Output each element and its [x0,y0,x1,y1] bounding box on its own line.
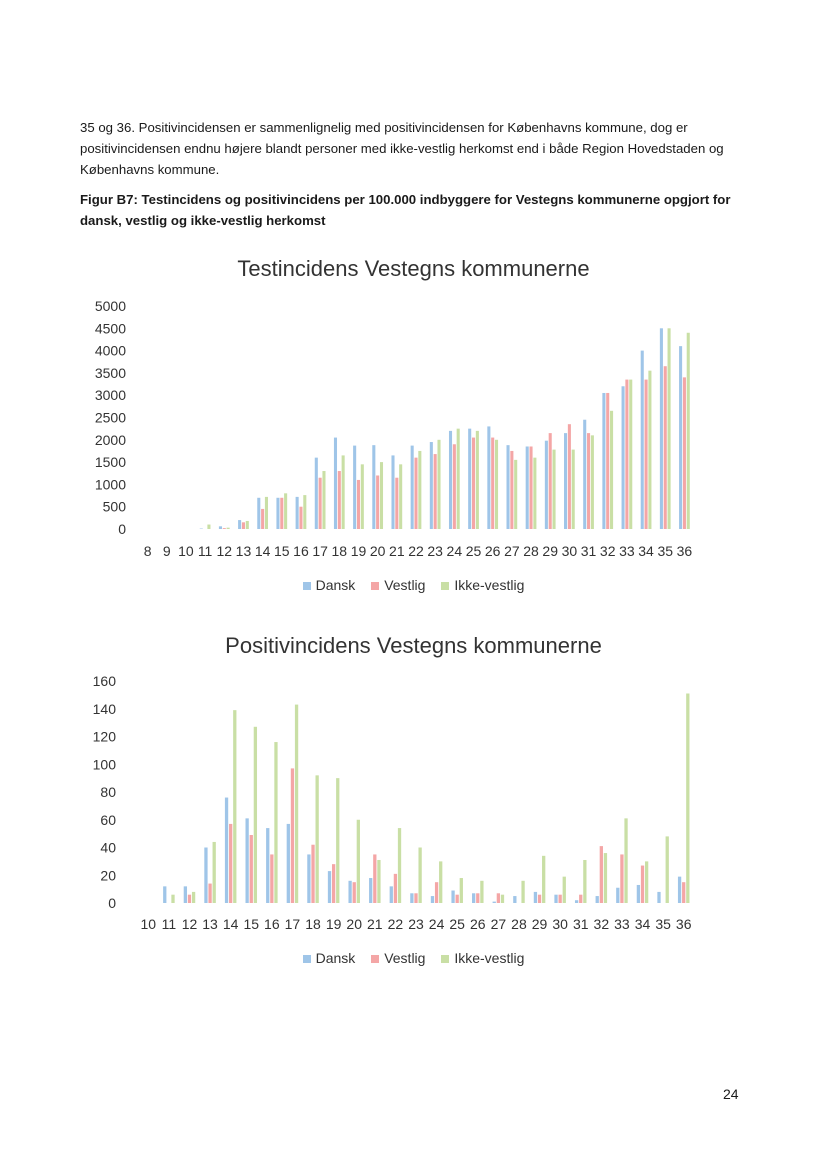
x-tick-label: 15 [243,916,260,932]
bar-dansk-35 [660,328,663,529]
x-tick-label: 27 [490,916,507,932]
bar-vestlig-23 [414,893,417,903]
x-tick-label: 14 [222,916,239,932]
bar-ikke-vestlig-11 [171,895,174,903]
x-tick-label: 31 [580,543,597,559]
bar-dansk-25 [468,429,471,529]
x-tick-label: 17 [312,543,328,559]
bar-ikke-vestlig-27 [514,460,517,529]
bar-dansk-20 [348,881,351,903]
legend-item-ikke-vestlig [441,950,524,966]
bar-dansk-12 [184,886,187,903]
bar-ikke-vestlig-12 [192,892,195,903]
bar-vestlig-19 [357,480,360,529]
bar-dansk-28 [513,896,516,903]
x-tick-label: 30 [561,543,578,559]
bar-ikke-vestlig-17 [322,471,325,529]
bar-vestlig-27 [497,893,500,903]
x-tick-label: 21 [367,916,383,932]
x-tick-label: 30 [552,916,568,932]
bar-ikke-vestlig-35 [668,328,671,529]
bar-vestlig-25 [456,895,459,903]
bar-dansk-18 [334,438,337,529]
x-tick-label: 25 [465,543,482,559]
y-tick-label: 3000 [94,387,126,404]
chart-title-positivincidens: Positivincidens Vestegns kommunerne [225,633,602,658]
bar-vestlig-27 [510,451,513,529]
bar-vestlig-15 [280,498,283,529]
x-tick-label: 8 [143,543,152,559]
y-tick-label: 5000 [94,298,126,314]
bar-ikke-vestlig-22 [418,451,421,529]
x-tick-label: 27 [504,543,520,559]
x-tick-label: 24 [446,543,463,559]
bar-vestlig-33 [620,854,623,903]
legend-swatch-vestlig [371,955,379,963]
bar-vestlig-31 [579,895,582,903]
bar-ikke-vestlig-29 [553,450,556,529]
bar-dansk-21 [369,878,372,903]
y-tick-label: 2000 [94,431,126,448]
bar-vestlig-26 [491,438,494,529]
bar-vestlig-14 [261,509,264,529]
bar-vestlig-12 [188,895,191,903]
x-tick-label: 16 [293,543,309,559]
bar-vestlig-17 [291,768,294,903]
x-tick-label: 10 [140,916,157,932]
bar-dansk-28 [526,446,529,529]
legend-item-dansk [303,577,356,593]
bar-dansk-22 [411,446,414,529]
y-tick-label: 120 [92,728,116,745]
bar-dansk-19 [353,446,356,529]
bar-vestlig-36 [683,377,686,529]
bar-ikke-vestlig-14 [265,497,268,529]
bar-dansk-19 [328,871,331,903]
x-tick-label: 19 [325,916,342,932]
bar-vestlig-16 [299,507,302,529]
bar-dansk-29 [545,441,548,529]
x-tick-label: 33 [619,543,635,559]
y-tick-label: 1000 [94,476,126,493]
bar-dansk-36 [678,877,681,903]
x-tick-label: 26 [469,916,486,932]
bar-dansk-14 [225,798,228,903]
bar-dansk-31 [575,900,578,903]
y-tick-label: 2500 [94,409,126,426]
bar-ikke-vestlig-13 [213,842,216,903]
legend-label-vestlig: Vestlig [384,950,426,966]
y-tick-label: 140 [92,700,116,717]
bar-vestlig-12 [223,528,226,529]
y-tick-label: 500 [102,498,126,515]
bar-ikke-vestlig-21 [377,860,380,903]
x-tick-label: 23 [427,543,443,559]
legend-testincidens [0,577,827,593]
bar-vestlig-31 [587,433,590,529]
x-tick-label: 32 [599,543,616,559]
legend-label-dansk: Dansk [315,950,356,966]
bar-vestlig-22 [394,874,397,903]
bar-vestlig-29 [538,895,541,903]
x-tick-label: 32 [593,916,610,932]
legend-item-dansk [303,950,356,966]
bar-dansk-15 [276,498,279,529]
legend-swatch-vestlig [371,582,379,590]
bar-vestlig-30 [568,424,571,529]
bar-ikke-vestlig-24 [439,861,442,903]
bar-dansk-23 [430,442,433,529]
bar-dansk-24 [449,431,452,529]
bar-dansk-17 [315,458,318,529]
bar-vestlig-24 [453,444,456,529]
chart-title-testincidens: Testincidens Vestegns kommunerne [237,256,590,281]
bar-ikke-vestlig-11 [207,525,210,529]
bar-ikke-vestlig-13 [246,521,249,529]
bar-ikke-vestlig-26 [495,440,498,529]
bar-ikke-vestlig-36 [687,333,690,529]
chart-positivincidens [0,666,827,946]
bar-ikke-vestlig-34 [648,371,651,529]
x-tick-label: 22 [408,543,424,559]
bar-vestlig-34 [641,866,644,903]
legend-item-vestlig [371,950,425,966]
bar-ikke-vestlig-23 [418,848,421,904]
x-tick-label: 19 [350,543,367,559]
bar-vestlig-24 [435,882,438,903]
y-tick-label: 3500 [94,364,126,381]
bar-vestlig-17 [319,478,322,529]
bar-dansk-23 [410,893,413,903]
bar-ikke-vestlig-27 [501,895,504,903]
x-tick-label: 28 [523,543,539,559]
bar-vestlig-18 [338,471,341,529]
bar-dansk-17 [287,824,290,903]
bar-dansk-18 [307,854,310,903]
page-number: 24 [723,1086,739,1102]
y-tick-label: 4500 [94,320,126,337]
x-tick-label: 31 [572,916,589,932]
x-tick-label: 10 [178,543,194,559]
bar-vestlig-23 [434,454,437,529]
bar-ikke-vestlig-28 [533,458,536,529]
bar-ikke-vestlig-15 [254,727,257,903]
bar-vestlig-26 [476,893,479,903]
bar-dansk-34 [641,351,644,529]
bar-dansk-24 [431,896,434,903]
bar-dansk-11 [163,886,166,903]
bar-vestlig-32 [606,393,609,529]
bar-ikke-vestlig-33 [624,818,627,903]
x-tick-label: 23 [408,916,424,932]
bar-ikke-vestlig-36 [686,693,689,903]
bar-ikke-vestlig-24 [457,429,460,529]
bar-ikke-vestlig-23 [437,440,440,529]
x-tick-label: 34 [634,916,651,932]
bar-ikke-vestlig-26 [480,881,483,903]
bar-ikke-vestlig-18 [342,455,345,529]
bar-ikke-vestlig-30 [572,450,575,529]
bar-vestlig-29 [549,433,552,529]
bar-ikke-vestlig-12 [227,528,230,529]
bar-vestlig-22 [414,458,417,529]
bar-ikke-vestlig-29 [542,856,545,903]
x-tick-label: 28 [511,916,527,932]
bar-vestlig-13 [208,884,211,903]
bar-vestlig-18 [311,845,314,903]
bar-ikke-vestlig-22 [398,828,401,903]
bar-ikke-vestlig-14 [233,710,236,903]
bar-ikke-vestlig-19 [336,778,339,903]
bar-ikke-vestlig-35 [666,836,669,903]
legend-label-dansk: Dansk [315,577,356,593]
bar-dansk-16 [296,497,299,529]
figure-caption: Figur B7: Testincidens og positivincidens per 100.000 indbyggere for Vestegns kommunerne opgjort for dansk, vestlig og ikke-vestlig herkomst [80,192,731,228]
bar-vestlig-30 [559,895,562,903]
bar-dansk-27 [506,445,509,529]
y-tick-label: 4000 [94,342,126,359]
legend-label-ikke-vestlig: Ikke-vestlig [454,950,525,966]
bar-dansk-13 [238,520,241,529]
x-tick-label: 14 [254,543,271,559]
bar-dansk-33 [622,386,625,529]
bar-dansk-26 [472,893,475,903]
bar-ikke-vestlig-20 [380,462,383,529]
x-tick-label: 29 [531,916,548,932]
bar-ikke-vestlig-30 [563,877,566,903]
bar-vestlig-20 [376,475,379,529]
x-tick-label: 36 [675,916,692,932]
bar-vestlig-16 [270,854,273,903]
bar-vestlig-15 [250,835,253,903]
y-tick-label: 40 [100,839,116,856]
bar-dansk-13 [204,848,207,904]
bar-ikke-vestlig-18 [316,775,319,903]
legend-positivincidens [0,950,827,966]
body-paragraph: 35 og 36. Positivincidensen er sammenlignelig med positivincidensen for Københavns kommune, dog er positivincidensen endnu højere blandt personer med ikke-vestlig herkomst end i både Region Hovedstaden og Københavns kommune. [80,120,724,177]
x-tick-label: 29 [542,543,558,559]
y-tick-label: 160 [92,673,116,689]
legend-swatch-ikke-vestlig [441,955,449,963]
bar-ikke-vestlig-16 [274,742,277,903]
bar-dansk-32 [596,896,599,903]
bar-dansk-30 [554,895,557,903]
bar-vestlig-35 [664,366,667,529]
legend-label-vestlig: Vestlig [384,577,426,593]
bar-vestlig-25 [472,438,475,529]
bar-vestlig-13 [242,522,245,529]
y-tick-label: 100 [92,756,116,773]
bar-ikke-vestlig-32 [610,411,613,529]
x-tick-label: 26 [484,543,501,559]
x-tick-label: 11 [197,543,213,559]
bar-vestlig-33 [625,380,628,529]
bar-dansk-21 [391,455,394,529]
x-tick-label: 16 [264,916,280,932]
chart-testincidens [0,290,827,570]
y-tick-label: 60 [100,811,116,828]
y-tick-label: 0 [108,895,116,911]
legend-swatch-dansk [303,955,311,963]
bar-ikke-vestlig-25 [460,878,463,903]
y-tick-label: 80 [100,784,116,800]
bar-ikke-vestlig-31 [591,435,594,529]
x-tick-label: 22 [387,916,404,932]
bar-dansk-36 [679,346,682,529]
x-tick-label: 12 [181,916,198,932]
bar-ikke-vestlig-28 [521,881,524,903]
x-tick-label: 34 [638,543,654,559]
bar-dansk-34 [637,885,640,903]
bar-vestlig-21 [395,478,398,529]
bar-dansk-35 [657,892,660,903]
legend-item-vestlig [371,577,425,593]
x-tick-label: 18 [305,916,321,932]
legend-label-ikke-vestlig: Ikke-vestlig [454,577,525,593]
bar-vestlig-32 [600,846,603,903]
x-tick-label: 21 [389,543,405,559]
bar-vestlig-14 [229,824,232,903]
bar-dansk-32 [602,393,605,529]
bar-dansk-25 [451,891,454,903]
bar-ikke-vestlig-15 [284,493,287,529]
legend-item-ikke-vestlig [441,577,524,593]
bar-dansk-30 [564,433,567,529]
bar-ikke-vestlig-31 [583,860,586,903]
bar-dansk-26 [487,426,490,529]
bar-dansk-29 [534,892,537,903]
bar-dansk-15 [245,818,248,903]
bar-dansk-14 [257,498,260,529]
x-tick-label: 20 [346,916,363,932]
x-tick-label: 15 [274,543,290,559]
x-tick-label: 18 [331,543,348,559]
bar-vestlig-34 [645,380,648,529]
x-tick-label: 35 [657,543,674,559]
bar-ikke-vestlig-25 [476,431,479,529]
x-tick-label: 17 [284,916,301,932]
x-tick-label: 36 [676,543,693,559]
bar-dansk-27 [493,902,496,903]
bar-ikke-vestlig-20 [357,820,360,903]
bar-dansk-16 [266,828,269,903]
bar-vestlig-28 [530,446,533,529]
x-tick-label: 12 [216,543,233,559]
y-tick-label: 0 [118,521,126,537]
bar-dansk-22 [390,886,393,903]
y-tick-label: 20 [100,867,116,884]
x-tick-label: 11 [161,916,177,932]
legend-swatch-ikke-vestlig [441,582,449,590]
bar-dansk-20 [372,445,375,529]
bar-ikke-vestlig-33 [629,380,632,529]
bar-vestlig-36 [682,882,685,903]
x-tick-label: 9 [162,543,171,559]
bar-ikke-vestlig-19 [361,464,364,529]
bar-vestlig-21 [373,854,376,903]
bar-ikke-vestlig-21 [399,464,402,529]
bar-ikke-vestlig-34 [645,861,648,903]
bar-ikke-vestlig-17 [295,705,298,903]
x-tick-label: 20 [369,543,386,559]
bar-dansk-12 [219,526,222,529]
y-tick-label: 1500 [94,454,126,471]
x-tick-label: 24 [428,916,445,932]
x-tick-label: 35 [655,916,671,932]
bar-ikke-vestlig-16 [303,495,306,529]
bar-vestlig-20 [353,882,356,903]
x-tick-label: 13 [235,543,252,559]
x-tick-label: 33 [614,916,630,932]
legend-swatch-dansk [303,582,311,590]
bar-ikke-vestlig-32 [604,853,607,903]
x-tick-label: 25 [449,916,465,932]
bar-dansk-33 [616,888,619,903]
x-tick-label: 13 [202,916,218,932]
bar-vestlig-19 [332,864,335,903]
bar-dansk-31 [583,420,586,529]
